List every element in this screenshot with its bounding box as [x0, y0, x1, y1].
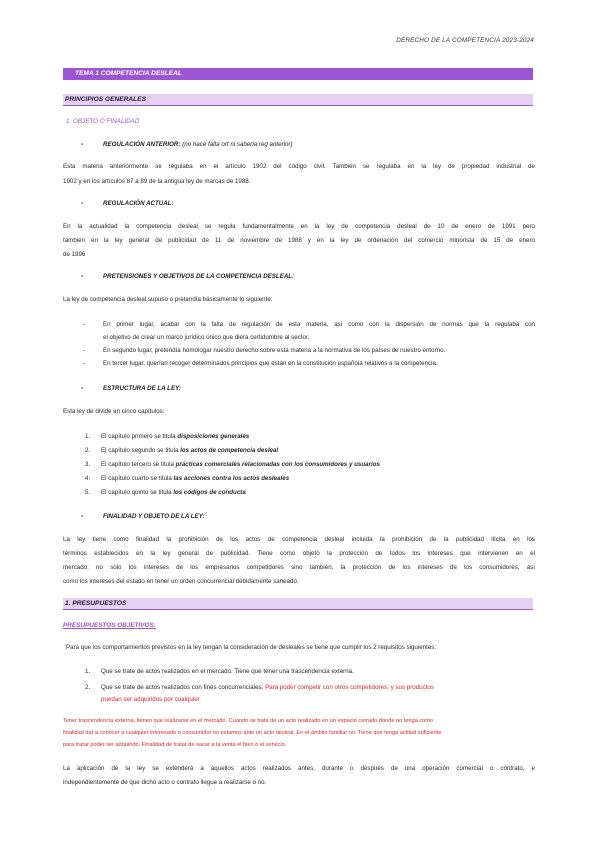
heading-regulacion-anterior [81, 141, 293, 148]
chapter-title: prácticas comerciales relacionadas con los consumidores y usuarios [175, 461, 380, 468]
list-marker: 5. [85, 489, 91, 496]
chapter-title: disposiciones generales [177, 433, 250, 440]
list-item [85, 431, 535, 443]
paragraph-line: independientemente de que dicho acto o contrato llegue a realizarse o no. [63, 779, 267, 786]
handwritten-note: Para poder competir con otros competidores, y sus productos [265, 684, 434, 691]
bullet-dot-icon: • [81, 200, 84, 207]
list-marker: 1. [85, 433, 91, 440]
paragraph-line: también en la ley general de publicidad de 11 de noviembre de 1988 y en la ley de ordenación del comercio minorista de 15 de enero [63, 237, 535, 244]
list-item [83, 345, 535, 358]
paragraph-line: como los intereses del estado en tener un orden concurrencial debidamente saneado. [63, 578, 299, 585]
list-marker: 2. [85, 684, 91, 691]
heading-pretensiones [81, 273, 294, 280]
list-item-text: El capítulo tercero se titula [101, 461, 176, 468]
list-item [85, 445, 535, 457]
chapter-title: los códigos de conducta [173, 489, 246, 496]
paragraph-line: términos establecidos en la ley general de publicidad. Tiene como objeto la protección de todos los intereses que intervienen en el [63, 550, 535, 557]
list-marker: 4. [85, 475, 91, 482]
paragraph-intro: Para que los comportamientos previstos en la ley tengan la consideración de desleales se tiene que cumplir los 2 requisitos siguientes: [66, 644, 437, 651]
chapter-title: las acciones contra los actos desleales [173, 475, 290, 482]
list-marker: 1. [85, 668, 91, 675]
paragraph-line: En la actualidad la competencia desleal se regula fundamentalmente en la ley de competencia desleal de 10 de enero de 1991 pero [63, 223, 535, 230]
red-note-line: Tener trascendencia externa, tienen que realizarse en el mercado. Cuando se trata de un acto realizado en un espacio cerrado donde no tenga como [63, 718, 434, 724]
heading-estructura [81, 385, 181, 392]
subsection-heading-objeto: 1. OBJETO O FINALIDAD [66, 118, 140, 125]
paragraph-line: La aplicación de la ley se extenderá a aquellos actos realizados antes, durante o después de una operación comercial o contrato, e [63, 765, 535, 772]
list-item [83, 358, 535, 371]
list-item-text: Que se trate de actos realizados en el mercado. Tiene que tener una trascendencia externa. [101, 668, 354, 675]
paragraph-line: de 1996 [63, 251, 86, 258]
section-heading-presupuestos: 1. PRESUPUESTOS [63, 598, 533, 610]
list-item-text: En primer lugar, acabar con la falta de regulación de esta materia, así como con la dispersión de normas que la regulaba con [103, 321, 535, 328]
list-item [85, 487, 535, 499]
list-item-text: El capítulo cuarto se titula [101, 475, 174, 482]
list-item-text: El capítulo quinto se titula [101, 489, 174, 496]
list-marker: - [83, 360, 86, 367]
running-header: DERECHO DE LA COMPETENCIA 2023-2024 [396, 37, 534, 44]
list-item-text: En segundo lugar, pretendía homologar nuestro derecho sobre esta materia a la normativa de los países de nuestro entorno. [103, 347, 446, 354]
list-item-text: Que se trate de actos realizados con fines concurrenciales. [101, 684, 266, 691]
paragraph-line: La ley tiene como finalidad la prohibición de los actos de competencia desleal incluida la prohibición de la publicidad ilícita en los [63, 536, 535, 543]
heading-text: FINALIDAD Y OBJETO DE LA LEY: [103, 513, 205, 520]
list-item [85, 666, 535, 678]
subsection-heading-presupuestos: PRESUPUESTOS OBJETIVOS: [63, 622, 156, 629]
handwritten-note: puedan ser adquiridos por cualquier [101, 696, 200, 703]
list-item-text: En tercer lugar, querían recoger determinados principios que están en la constitución española relativos a la competencia. [103, 360, 438, 367]
list-item [85, 473, 535, 485]
list-item [83, 319, 535, 344]
list-item-text: El capítulo primero se titula [101, 433, 178, 440]
list-marker: - [83, 347, 86, 354]
red-note-line: para tratar poder ser adquirido. Finalidad de tratar de sacar a la venta el bien o el servicio. [63, 742, 287, 748]
red-note-line: finalidad dar a conocer a cualquier interesado o consumidor no estamos ante un acto desleal. En el ámbito familiar no. Tiene que tenga actitud suficiente [63, 730, 442, 736]
paragraph-line: mercado: no solo los intereses de los empresarios competidores sino también, la protección de los intereses de los consumidores, así [63, 564, 535, 571]
heading-text: REGULACIÓN ANTERIOR: [103, 141, 181, 148]
paragraph-intro: La ley de competencia desleal supuso o pretendía básicamente lo siguiente: [63, 296, 273, 303]
heading-text: REGULACIÓN ACTUAL: [103, 200, 174, 207]
list-marker: 3. [85, 461, 91, 468]
bullet-dot-icon: • [81, 385, 84, 392]
heading-finalidad [81, 513, 205, 520]
heading-note: (no hace falta ort ni saberla reg anterior) [180, 141, 293, 148]
paragraph-line: Esta materia anteriormente se regulaba en el artículo 1902 del código civil. También se regulaba en la ley de propiedad industrial de [63, 163, 535, 170]
heading-text: ESTRUCTURA DE LA LEY: [103, 385, 181, 392]
bullet-dot-icon: • [81, 513, 84, 520]
topic-heading-bar: TEMA 1 COMPETENCIA DESLEAL [63, 68, 533, 80]
list-item [85, 682, 535, 706]
paragraph-line: 1902 y en los artículos 87 a 89 de la antigua ley de marcas de 1988. [63, 178, 251, 185]
bullet-dot-icon: • [81, 273, 84, 280]
list-item-text: el objetivo de crear un marco jurídico único que diera certidumbre al sector. [103, 333, 310, 341]
heading-text: PRETENSIONES Y OBJETIVOS DE LA COMPETENCIA DESLEAL: [103, 273, 295, 280]
heading-regulacion-actual [81, 200, 174, 207]
section-heading-principios: PRINCIPIOS GENERALES [63, 94, 533, 106]
bullet-dot-icon: • [81, 141, 84, 148]
list-marker: - [83, 321, 86, 328]
paragraph-intro: Esta ley de divide en cinco capítulos: [63, 408, 165, 415]
list-marker: 2. [85, 447, 91, 454]
chapter-title: los actos de competencia desleal [180, 447, 279, 454]
list-item-text: El capítulo segundo se titula [101, 447, 181, 454]
list-item [85, 459, 535, 471]
